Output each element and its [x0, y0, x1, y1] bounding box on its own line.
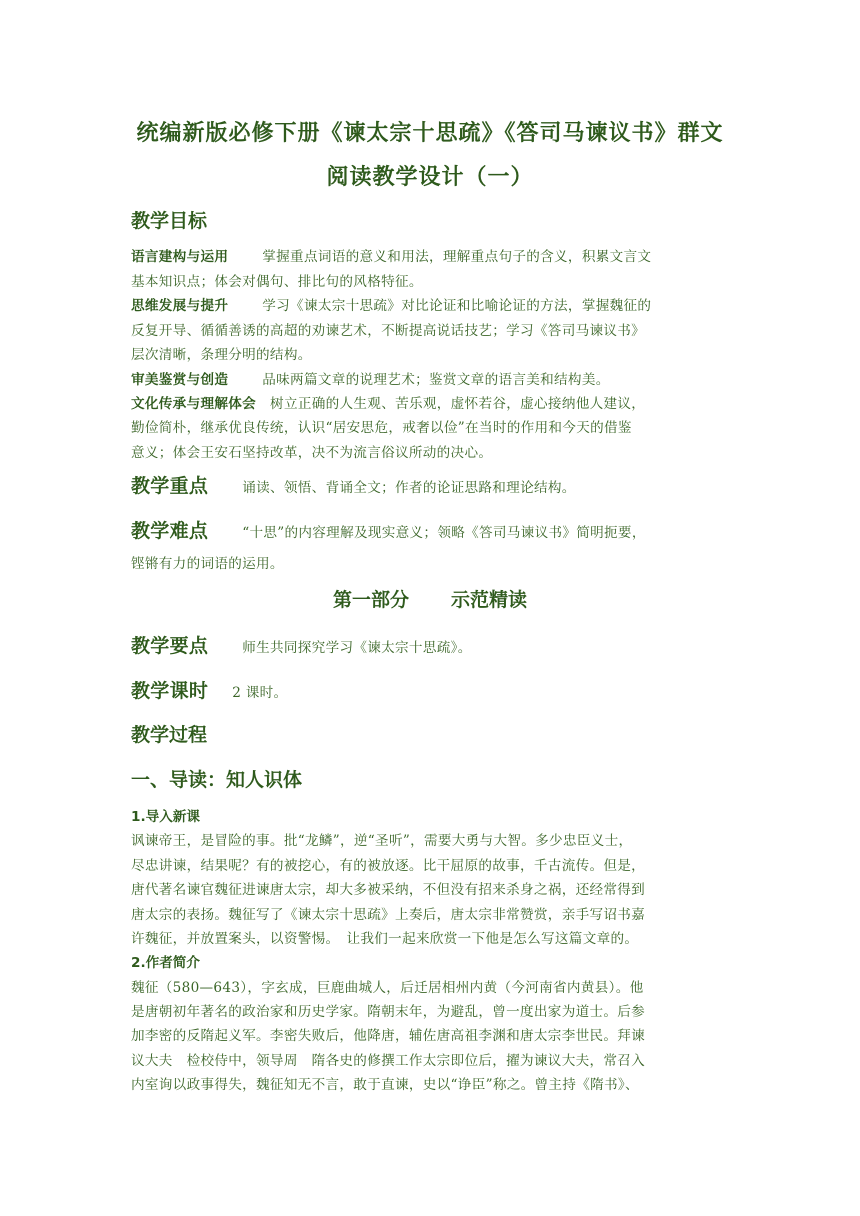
intro-subheading: 1.导入新课	[131, 809, 200, 825]
essentials-heading: 教学要点	[131, 635, 209, 657]
author-line-1: 魏征（580—643），字玄成，巨鹿曲城人，后迁居相州内黄（今河南省内黄县）。他	[131, 980, 644, 996]
hours-text: 2 课时。	[232, 685, 288, 701]
part-one-label: 第一部分	[332, 589, 409, 611]
goal-thinking-text-1: 学习《谏太宗十思疏》对比论证和比喻论证的方法，掌握魏征的	[262, 298, 652, 314]
goal-thinking-line-3: 层次清晰，条理分明的结构。	[131, 347, 312, 363]
teaching-goals-heading: 教学目标	[131, 210, 208, 232]
essentials-row	[131, 631, 472, 658]
difficulties-text-1: “十思”的内容理解及现实意义；领略《答司马谏议书》简明扼要，	[242, 525, 646, 541]
author-line-2: 是唐朝初年著名的政治家和历史学家。隋朝末年，为避乱，曾一度出家为道士。后参	[131, 1004, 646, 1020]
difficulties-heading: 教学难点	[131, 520, 209, 542]
goal-thinking-label: 思维发展与提升	[131, 298, 229, 314]
author-line-5: 内室询以政事得失，魏征知无不言，敢于直谏，史以“诤臣”称之。曾主持《隋书》、	[131, 1077, 639, 1093]
teaching-process-heading: 教学过程	[131, 724, 208, 746]
goal-language-text-1: 掌握重点词语的意义和用法，理解重点句子的含义，积累文言文	[262, 249, 652, 265]
difficulties-row	[131, 516, 646, 543]
document-title-line-1: 统编新版必修下册《谏太宗十思疏》《答司马谏议书》群文	[136, 121, 724, 146]
author-subheading: 2.作者简介	[131, 955, 200, 971]
intro-line-4: 唐太宗的表扬。魏征写了《谏太宗十思疏》上奏后，唐太宗非常赞赏，亲手写诏书嘉	[131, 907, 646, 923]
document-title-line-2: 阅读教学设计（一）	[326, 165, 534, 190]
part-one-title: 示范精读	[451, 589, 528, 611]
goal-culture-line-1	[131, 392, 645, 412]
section-one-heading: 一、导读：知人识体	[131, 769, 303, 791]
goal-aesthetic-line-1	[131, 368, 610, 388]
difficulties-line-2: 铿锵有力的词语的运用。	[131, 556, 284, 572]
intro-line-3: 唐代著名谏官魏征进谏唐太宗，却大多被采纳，不但没有招来杀身之祸，还经常得到	[131, 882, 646, 898]
key-points-row	[131, 471, 576, 498]
author-line-3: 加李密的反隋起义军。李密失败后，他降唐，辅佐唐高祖李渊和唐太宗李世民。拜谏	[131, 1028, 646, 1044]
key-points-text: 诵读、领悟、背诵全文；作者的论证思路和理论结构。	[242, 480, 576, 496]
goal-thinking-line-1	[131, 294, 651, 314]
goal-thinking-line-2: 反复开导、循循善诱的高超的劝谏艺术，不断提高说话技艺；学习《答司马谏议书》	[131, 323, 646, 339]
goal-aesthetic-label: 审美鉴赏与创造	[131, 372, 229, 388]
author-line-4: 议大夫 检校侍中，领导周 隋各史的修撰工作太宗即位后，擢为谏议大夫，常召入	[131, 1053, 646, 1069]
goal-culture-text-1: 树立正确的人生观、苦乐观，虚怀若谷，虚心接纳他人建议，	[270, 396, 646, 412]
goal-language-label: 语言建构与运用	[131, 249, 229, 265]
key-points-heading: 教学重点	[131, 475, 209, 497]
intro-line-2: 尽忠讲谏，结果呢？有的被挖心，有的被放逐。比干屈原的故事，千古流传。但是，	[131, 858, 646, 874]
goal-culture-line-2: 勤俭简朴，继承优良传统，认识“居安思危，戒奢以俭”在当时的作用和今天的借鉴	[131, 420, 632, 436]
goal-culture-line-3: 意义；体会王安石坚持改革，决不为流言俗议所动的决心。	[131, 445, 493, 461]
goal-aesthetic-text-1: 品味两篇文章的说理艺术；鉴赏文章的语言美和结构美。	[262, 372, 610, 388]
intro-line-1: 讽谏帝王，是冒险的事。批“龙鳞”，逆“圣听”，需要大勇与大智。多少忠臣义士，	[131, 833, 633, 849]
hours-heading: 教学课时	[131, 680, 209, 702]
goal-language-line-2: 基本知识点；体会对偶句、排比句的风格特征。	[131, 274, 423, 290]
goal-language-line-1	[131, 245, 651, 265]
intro-line-5: 许魏征，并放置案头，以资警惕。 让我们一起来欣赏一下他是怎么写这篇文章的。	[131, 931, 639, 947]
part-one-heading	[0, 585, 860, 612]
essentials-text: 师生共同探究学习《谏太宗十思疏》。	[242, 640, 472, 656]
hours-row	[131, 676, 287, 703]
goal-culture-label: 文化传承与理解体会	[131, 396, 257, 412]
